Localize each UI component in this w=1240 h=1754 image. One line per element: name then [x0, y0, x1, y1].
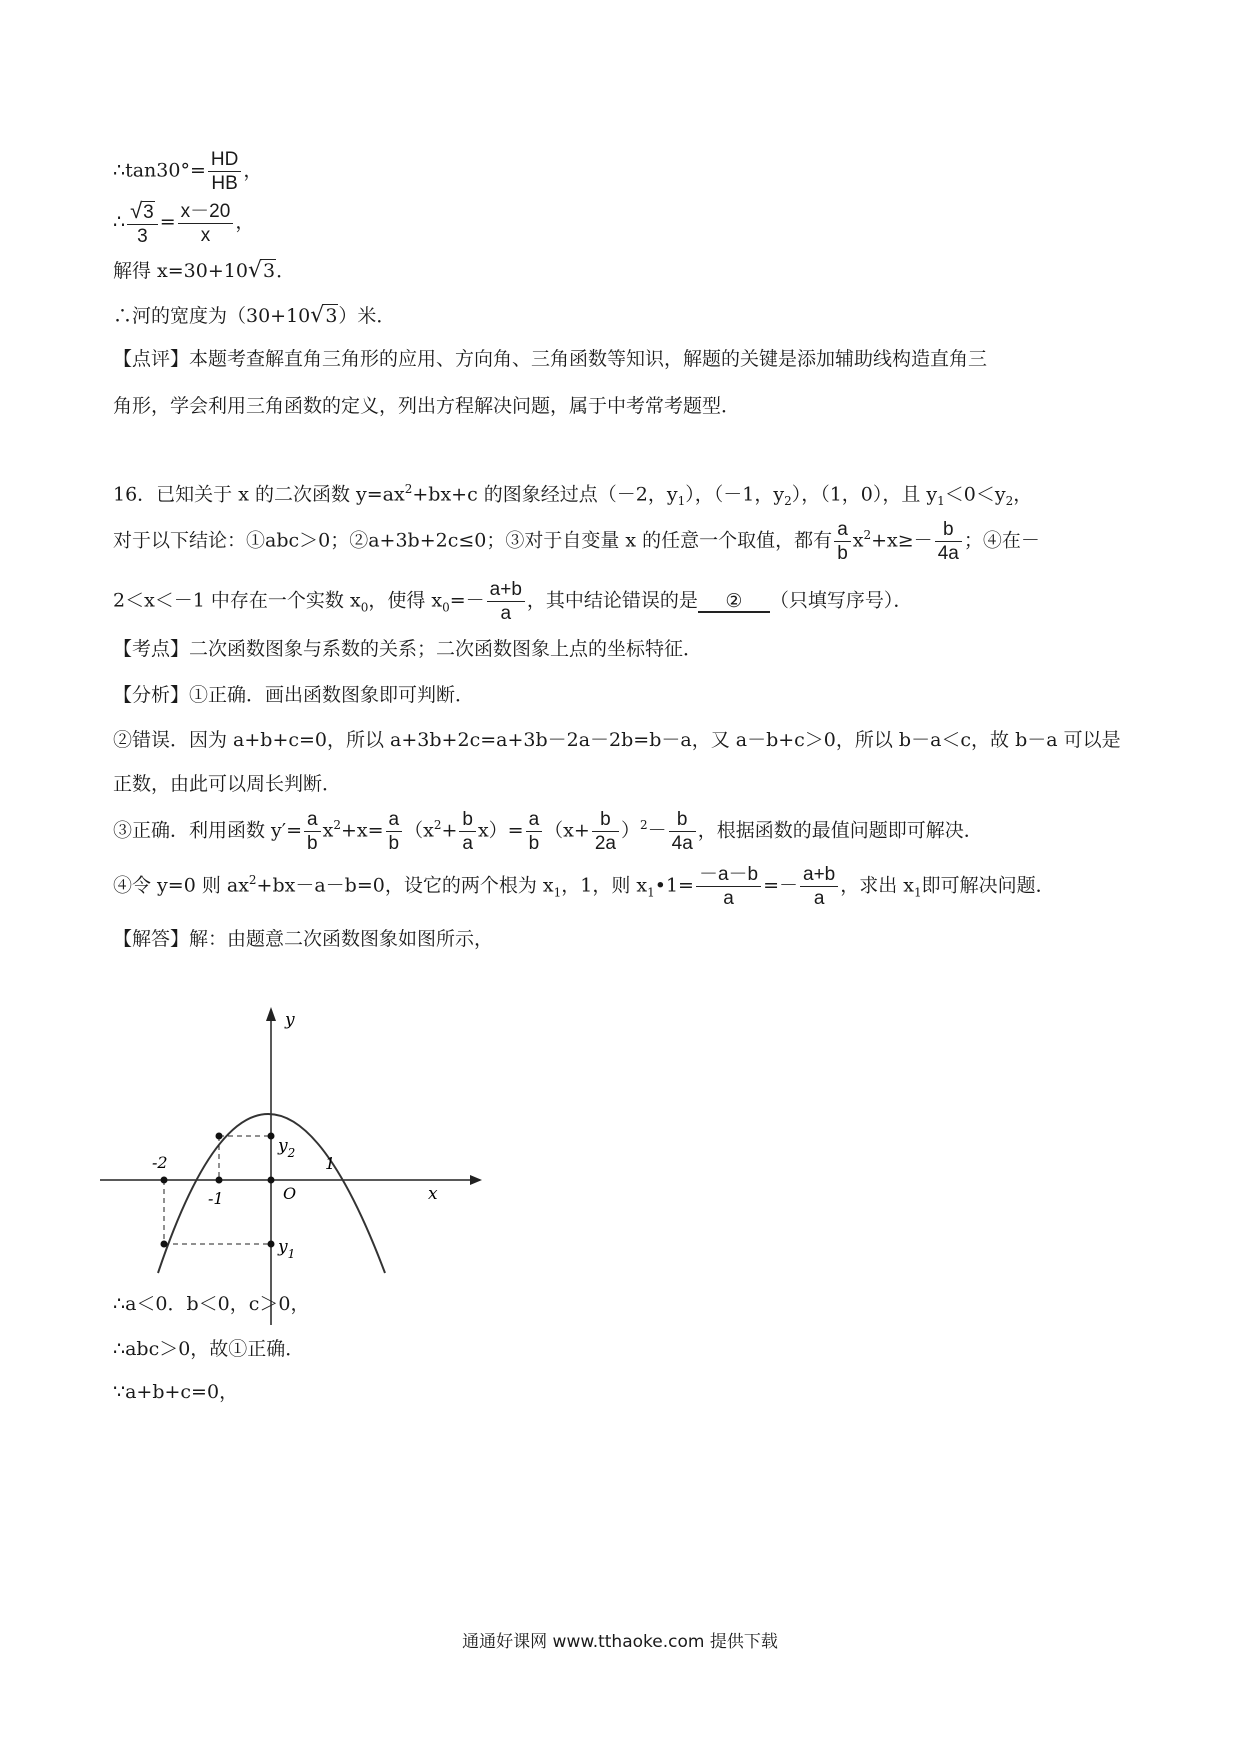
superscript: 2	[333, 818, 341, 833]
numerator: b	[935, 520, 962, 542]
examination-point: 【考点】二次函数图象与系数的关系；二次函数图象上点的坐标特征．	[113, 638, 703, 660]
conclusion-2: ∴abc＞0，故①正确．	[113, 1338, 305, 1360]
subscript: 0	[360, 600, 369, 615]
denominator: 4a	[671, 833, 693, 854]
tick-label-neg2: -2	[152, 1153, 168, 1172]
text: +	[441, 819, 458, 842]
sqrt	[130, 200, 155, 222]
point-marker	[161, 1241, 168, 1248]
x-axis-label: x	[428, 1184, 438, 1204]
superscript: 2	[639, 818, 648, 833]
denominator: 4a	[937, 543, 959, 564]
text: （x+	[544, 819, 590, 842]
fraction	[800, 865, 838, 908]
subscript: 1	[937, 494, 945, 509]
line-tan30	[113, 150, 262, 193]
denominator: b	[388, 833, 400, 854]
question-16-line-1	[113, 483, 1032, 507]
subscript: 2	[1005, 494, 1014, 509]
radicand: 3	[325, 305, 338, 327]
text: ）	[620, 819, 640, 842]
denominator: a	[813, 888, 825, 909]
text: （只填写序号）．	[769, 589, 913, 612]
question-16-line-3	[113, 580, 912, 623]
numerator	[127, 200, 158, 225]
conclusion-1: ∴a＜0．b＜0，c＞0，	[113, 1293, 310, 1315]
line-sqrt3-equation	[113, 200, 254, 246]
fraction-a-over-b	[834, 520, 851, 563]
text: 16．已知关于 x 的二次函数 y=ax	[113, 483, 405, 506]
superscript: 2	[248, 873, 257, 888]
fraction-sqrt3-over-3	[127, 200, 158, 246]
text: +x=	[340, 819, 384, 842]
numerator: a	[834, 520, 851, 542]
text: =	[159, 211, 176, 233]
numerator: －a－b	[696, 865, 761, 887]
numerator: a	[526, 810, 543, 832]
text: ）米．	[338, 305, 396, 327]
solution-intro: 【解答】解：由题意二次函数图象如图所示，	[113, 928, 494, 950]
point-marker	[216, 1133, 223, 1140]
radicand: 3	[262, 260, 276, 282]
numerator: a+b	[800, 865, 838, 887]
radical-sign: √	[310, 303, 325, 328]
sqrt	[310, 305, 338, 327]
denominator: b	[528, 833, 540, 854]
text: ），（－1，y	[685, 483, 785, 506]
sqrt	[248, 260, 276, 282]
text: ③正确．利用函数 y′=	[113, 819, 303, 842]
conclusion-3: ∵a+b+c=0，	[113, 1381, 239, 1403]
text: ④令 y=0 则 ax	[113, 874, 249, 897]
denominator: 2a	[594, 833, 616, 854]
origin-label: O	[283, 1184, 297, 1203]
analysis-2: ②错误．因为 a+b+c=0，所以 a+3b+2c=a+3b－2a－2b=b－a，又 a－b+c＞0，所以 b－a＜c，故 b－a 可以是	[113, 729, 1121, 751]
text: ．	[276, 260, 296, 282]
radicand: 3	[143, 202, 154, 223]
point-marker	[268, 1241, 275, 1248]
text: ，使得 x	[368, 589, 443, 612]
denominator: 3	[137, 226, 148, 247]
superscript: 2	[863, 528, 872, 543]
subscript: 1	[677, 494, 686, 509]
footer: 通通好课网 www.tthaoke.com 提供下载	[462, 1632, 778, 1652]
line-solution-x	[113, 260, 295, 282]
denominator: a	[462, 833, 473, 854]
subscript: 0	[442, 600, 450, 615]
text: ＜0＜y	[944, 483, 1006, 506]
y-axis-arrow	[266, 1007, 276, 1021]
numerator: a	[386, 810, 403, 832]
text: ，	[1013, 483, 1033, 506]
text: 即可解决问题．	[921, 874, 1055, 897]
tick-label-neg1: -1	[208, 1189, 224, 1208]
text: ∴河的宽度为（30+10	[113, 305, 311, 327]
fraction-b-over-4a	[935, 520, 962, 563]
fraction	[304, 810, 321, 853]
y2-text: y	[278, 1136, 288, 1156]
numerator: a+b	[487, 580, 525, 602]
text: ，求出 x	[840, 874, 915, 897]
numerator: b	[459, 810, 476, 832]
superscript: 2	[433, 818, 442, 833]
y1-subscript: 1	[287, 1247, 296, 1261]
point-marker	[268, 1177, 275, 1184]
fraction-x-minus-20-over-x	[178, 202, 234, 245]
subscript: 1	[553, 885, 562, 900]
comment-line-2: 角形，学会利用三角函数的定义，列出方程解决问题，属于中考常考题型．	[113, 395, 741, 417]
text: ∴tan30°=	[113, 159, 206, 182]
text: 对于以下结论：①abc＞0；②a+3b+2c≤0；③对于自变量 x 的任意一个取值，都有	[113, 529, 833, 552]
text: =－	[449, 589, 485, 612]
fraction	[526, 810, 543, 853]
denominator: b	[837, 543, 848, 564]
text: 解得 x=30+10	[113, 260, 248, 282]
text: x）=	[477, 819, 524, 842]
fraction	[669, 810, 696, 853]
x-axis-arrow	[470, 1175, 482, 1185]
radical-sign: √	[247, 258, 262, 283]
text: +bx－a－b=0，设它的两个根为 x	[256, 874, 554, 897]
answer-blank: ②	[698, 592, 770, 613]
text: ，	[243, 159, 263, 182]
superscript: 2	[404, 482, 413, 496]
text: +bx+c 的图象经过点（－2，y	[412, 483, 678, 506]
fraction	[592, 810, 619, 853]
denominator: x	[200, 224, 211, 246]
subscript: 2	[784, 494, 792, 509]
y2-label	[277, 1136, 295, 1160]
text: x	[322, 819, 334, 842]
text: ，根据函数的最值问题即可解决．	[697, 819, 983, 842]
denominator: HB	[211, 173, 238, 194]
radical-sign: √	[130, 198, 143, 223]
fraction	[459, 810, 476, 853]
text: ，其中结论错误的是	[526, 589, 698, 612]
fraction	[386, 810, 403, 853]
analysis-2-cont: 正数，由此可以周长判断．	[113, 773, 342, 795]
text: －	[647, 819, 667, 842]
denominator: a	[723, 888, 734, 909]
numerator: x－20	[178, 202, 234, 224]
text: 2＜x＜－1 中存在一个实数 x	[113, 589, 361, 612]
text: ；④在－	[963, 529, 1040, 552]
analysis-1: 【分析】①正确．画出函数图象即可判断．	[113, 684, 475, 706]
subscript: 1	[647, 885, 655, 900]
y2-subscript: 2	[287, 1146, 296, 1160]
denominator: a	[500, 603, 512, 624]
question-16-line-2	[113, 520, 1040, 563]
tick-label-1: 1	[325, 1154, 336, 1173]
text: +x≥－	[871, 529, 933, 552]
text: ，1，则 x	[561, 874, 648, 897]
text: ∴	[113, 211, 126, 233]
fraction-hd-hb	[208, 150, 241, 193]
denominator: b	[307, 833, 318, 854]
parabola-graph	[100, 1005, 500, 1325]
numerator: b	[669, 810, 696, 832]
analysis-3	[113, 810, 983, 853]
fraction-a-plus-b-over-a	[487, 580, 525, 623]
y-axis-label: y	[285, 1010, 295, 1030]
text: •1=	[654, 874, 694, 897]
y1-text: y	[278, 1237, 288, 1257]
text: ，	[235, 211, 255, 233]
y1-label	[277, 1237, 295, 1261]
text: （x	[404, 819, 434, 842]
point-marker	[216, 1177, 223, 1184]
line-river-width	[113, 305, 395, 327]
text: =－	[763, 874, 799, 897]
point-marker	[161, 1177, 168, 1184]
point-marker	[268, 1133, 275, 1140]
text: ），（1，0），且 y	[791, 483, 938, 506]
analysis-4	[113, 865, 1055, 908]
numerator: b	[592, 810, 619, 832]
numerator: a	[304, 810, 321, 832]
numerator: HD	[208, 150, 241, 172]
comment-line-1: 【点评】本题考查解直角三角形的应用、方向角、三角函数等知识，解题的关键是添加辅助线构造直角三	[113, 348, 988, 370]
fraction	[696, 865, 761, 908]
subscript: 1	[914, 885, 922, 900]
text: x	[852, 529, 864, 552]
